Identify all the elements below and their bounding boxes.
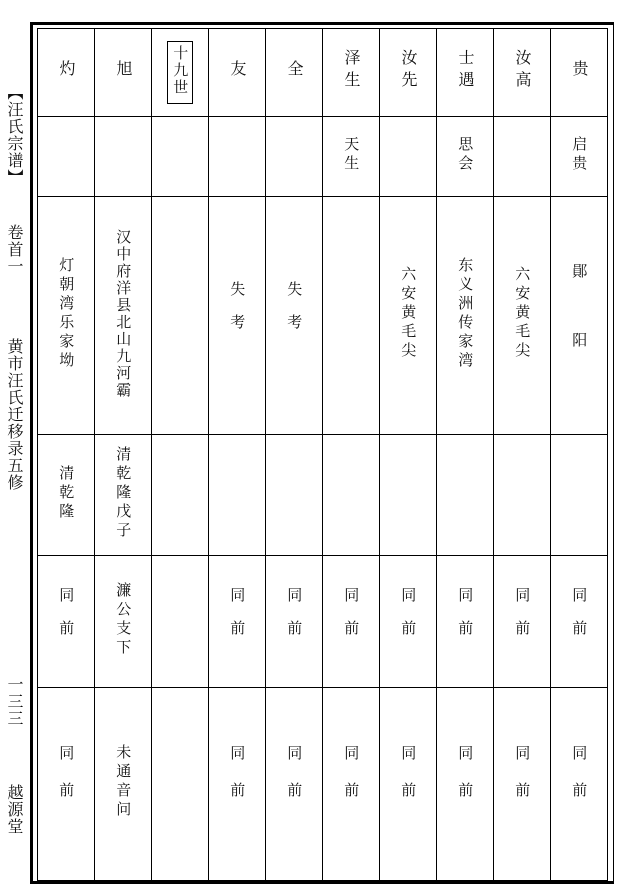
name-cell: 贵: [551, 29, 608, 117]
book-title: 【汪氏宗谱】: [5, 84, 24, 186]
period-cell: [152, 435, 209, 556]
period-cell: 清乾隆戊子: [95, 435, 152, 556]
note-cell: 未通音问: [95, 688, 152, 881]
name-cell: 泽生: [323, 29, 380, 117]
note-cell: [152, 688, 209, 881]
table-row-alias: [38, 117, 608, 197]
origin-cell: [323, 197, 380, 435]
origin-cell: 六安黄毛尖: [494, 197, 551, 435]
name-cell: 旭: [95, 29, 152, 117]
origin-cell: 失考: [266, 197, 323, 435]
origin-cell: 六安黄毛尖: [380, 197, 437, 435]
branch-cell: 同前: [380, 556, 437, 688]
name-cell: 汝先: [380, 29, 437, 117]
branch-cell: 濂公支下: [95, 556, 152, 688]
table-row-origin: [38, 197, 608, 435]
origin-cell: 失考: [209, 197, 266, 435]
generation-cell: [152, 29, 209, 117]
alias-cell: [380, 117, 437, 197]
volume-label: 卷首一: [5, 224, 24, 275]
page-margin: [2, 84, 28, 859]
branch-cell: 同前: [551, 556, 608, 688]
origin-cell: [152, 197, 209, 435]
branch-cell: 同前: [437, 556, 494, 688]
period-cell: [494, 435, 551, 556]
name-cell: 士遇: [437, 29, 494, 117]
name-cell: 灼: [38, 29, 95, 117]
branch-cell: 同前: [209, 556, 266, 688]
hall-name: 越源堂: [5, 784, 24, 835]
table-row-note: [38, 688, 608, 881]
alias-cell: [95, 117, 152, 197]
period-cell: [551, 435, 608, 556]
name-cell: 汝高: [494, 29, 551, 117]
note-cell: 同前: [38, 688, 95, 881]
period-cell: [266, 435, 323, 556]
genealogy-table: [37, 28, 608, 881]
branch-cell: 同前: [494, 556, 551, 688]
branch-cell: 同前: [266, 556, 323, 688]
table-row-names: [38, 29, 608, 117]
branch-cell: [152, 556, 209, 688]
note-cell: 同前: [380, 688, 437, 881]
alias-cell: 启贵: [551, 117, 608, 197]
origin-cell: 东义洲传家湾: [437, 197, 494, 435]
alias-cell: 天生: [323, 117, 380, 197]
table-row-branch: [38, 556, 608, 688]
note-cell: 同前: [437, 688, 494, 881]
alias-cell: [266, 117, 323, 197]
period-cell: [437, 435, 494, 556]
name-cell: 友: [209, 29, 266, 117]
origin-cell: 灯朝湾乐家坳: [38, 197, 95, 435]
name-cell: 全: [266, 29, 323, 117]
branch-cell: 同前: [323, 556, 380, 688]
generation-label: 十九世: [167, 41, 194, 104]
section-title: 黄市汪氏迁移录五修: [5, 338, 24, 491]
note-cell: 同前: [209, 688, 266, 881]
alias-cell: 思会: [437, 117, 494, 197]
branch-cell: 同前: [38, 556, 95, 688]
table-row-period: [38, 435, 608, 556]
origin-cell: 鄖 阳: [551, 197, 608, 435]
alias-cell: [38, 117, 95, 197]
alias-cell: [209, 117, 266, 197]
origin-cell: 汉中府洋县北山九河霸: [95, 197, 152, 435]
note-cell: 同前: [551, 688, 608, 881]
period-cell: [380, 435, 437, 556]
alias-cell: [494, 117, 551, 197]
page-number: 一三三: [5, 676, 24, 727]
period-cell: 清乾隆: [38, 435, 95, 556]
period-cell: [209, 435, 266, 556]
note-cell: 同前: [494, 688, 551, 881]
note-cell: 同前: [323, 688, 380, 881]
alias-cell: [152, 117, 209, 197]
note-cell: 同前: [266, 688, 323, 881]
period-cell: [323, 435, 380, 556]
